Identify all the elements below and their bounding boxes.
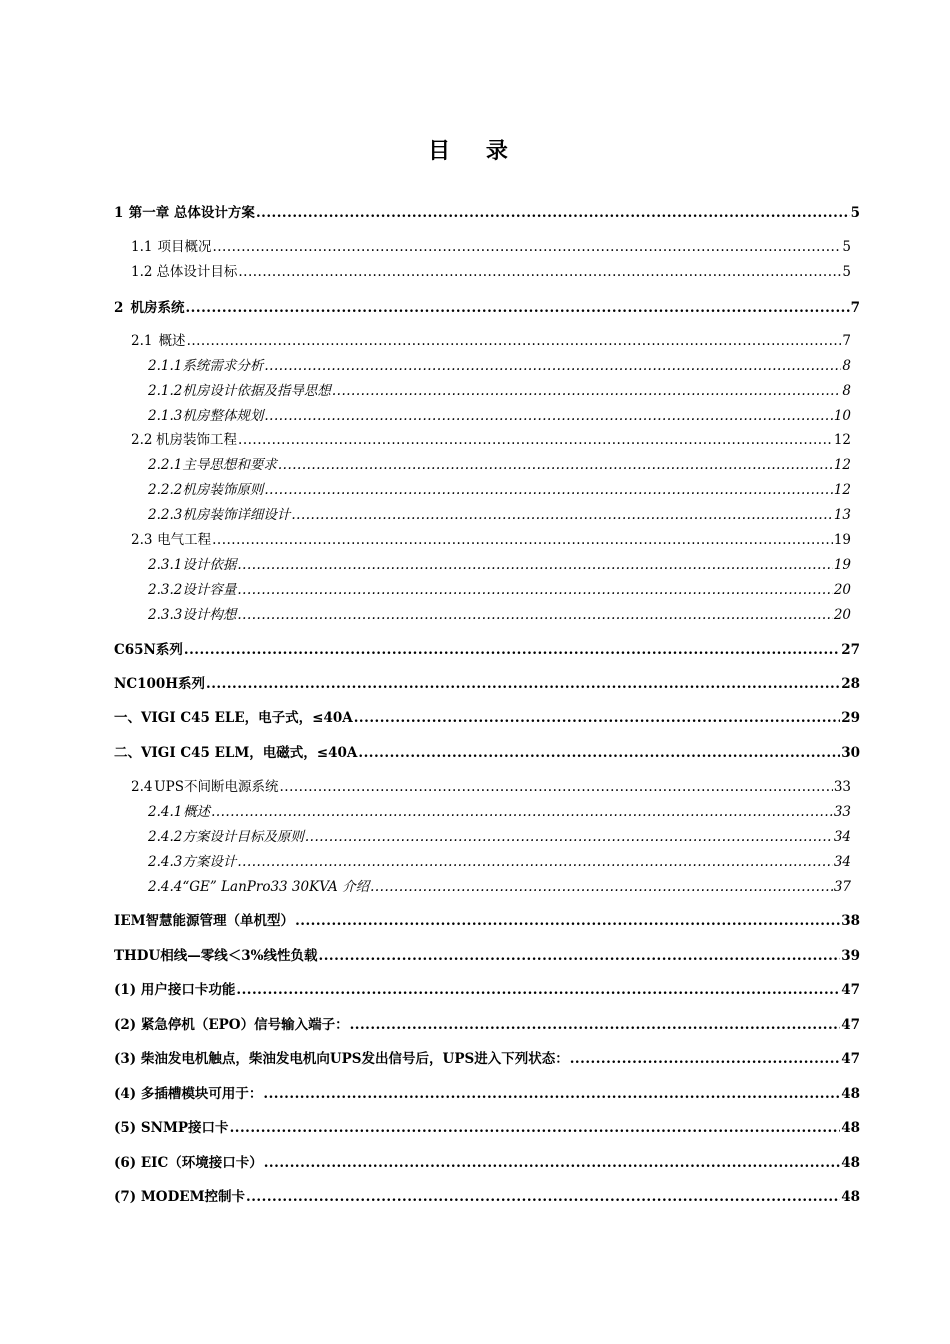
toc-entry[interactable] bbox=[114, 741, 860, 761]
toc-entry-title: (2) 紧急停机（EPO）信号输入端子： bbox=[114, 1017, 349, 1033]
toc-entry[interactable] bbox=[148, 404, 851, 424]
toc-entry[interactable] bbox=[114, 638, 860, 658]
leader-dots bbox=[354, 710, 840, 726]
toc-entry-page: 5 bbox=[850, 205, 860, 221]
toc-entry-page: 10 bbox=[833, 408, 851, 424]
toc-entry-title: 机房装饰详细设计 bbox=[182, 507, 291, 523]
toc-entry-title: 项目概况 bbox=[157, 239, 212, 255]
toc-entry-page: 20 bbox=[833, 607, 851, 623]
toc-entry-page: 5 bbox=[842, 239, 851, 255]
toc-entry-number: 1 bbox=[114, 205, 124, 221]
toc-entry-title: C65N系列 bbox=[114, 642, 183, 658]
toc-entry-number: 2.4.4 bbox=[148, 879, 183, 895]
leader-dots bbox=[291, 507, 832, 523]
toc-entry-title: 方案设计 bbox=[182, 854, 237, 870]
toc-entry-title: IEM智慧能源管理（单机型） bbox=[114, 913, 295, 929]
toc-entry-title: (6) EIC（环境接口卡） bbox=[114, 1155, 263, 1171]
toc-entry-number: 2.2.2 bbox=[148, 482, 183, 498]
toc-entry[interactable] bbox=[114, 1185, 860, 1205]
toc-entry[interactable] bbox=[131, 260, 851, 280]
leader-dots bbox=[237, 854, 832, 870]
toc-entry[interactable] bbox=[148, 354, 851, 374]
toc-entry-page: 12 bbox=[833, 482, 851, 498]
leader-dots bbox=[237, 557, 832, 573]
toc-entry-page: 20 bbox=[833, 582, 851, 598]
toc-entry[interactable] bbox=[148, 553, 851, 573]
toc-entry-number: 2.1.3 bbox=[148, 408, 183, 424]
toc-entry-title: NC100H系列 bbox=[114, 676, 206, 692]
toc-entry-title: 设计容量 bbox=[182, 582, 237, 598]
leader-dots bbox=[236, 982, 840, 998]
leader-dots bbox=[212, 239, 841, 255]
toc-entry-title: 概述 bbox=[158, 333, 186, 349]
toc-entry-title: 总体设计目标 bbox=[156, 264, 238, 280]
leader-dots bbox=[280, 779, 833, 795]
toc-entry[interactable] bbox=[131, 329, 851, 349]
toc-entry[interactable] bbox=[114, 672, 860, 692]
toc-entry[interactable] bbox=[114, 296, 860, 316]
leader-dots bbox=[370, 879, 833, 895]
toc-entry-number: 2.4.3 bbox=[148, 854, 183, 870]
toc-entry-number: 2.3.3 bbox=[148, 607, 183, 623]
leader-dots bbox=[185, 300, 849, 316]
toc-entry[interactable] bbox=[114, 1116, 860, 1136]
toc-entry-number: 2.4 bbox=[131, 779, 153, 795]
toc-entry-page: 33 bbox=[833, 779, 851, 795]
toc-entry-page: 47 bbox=[841, 982, 860, 998]
toc-entry-page: 12 bbox=[833, 457, 851, 473]
leader-dots bbox=[332, 383, 842, 399]
toc-entry-number: 2 bbox=[114, 300, 124, 316]
toc-entry[interactable] bbox=[148, 825, 851, 845]
leader-dots bbox=[264, 358, 841, 374]
leader-dots bbox=[184, 642, 840, 658]
toc-entry-title: 第一章 总体设计方案 bbox=[128, 205, 255, 221]
toc-entry[interactable] bbox=[131, 775, 851, 795]
toc-entry-number: 2.1 bbox=[131, 333, 153, 349]
toc-entry[interactable] bbox=[148, 453, 851, 473]
toc-entry-title: 主导思想和要求 bbox=[182, 457, 277, 473]
toc-entry-number: 2.4.1 bbox=[148, 804, 183, 820]
toc-entry-page: 30 bbox=[841, 745, 860, 761]
toc-entry-title: 概述 bbox=[183, 804, 211, 820]
leader-dots bbox=[237, 607, 832, 623]
toc-entry-title: (3) 柴油发电机触点，柴油发电机向UPS发出信号后，UPS进入下列状态： bbox=[114, 1051, 569, 1067]
leader-dots bbox=[350, 1017, 841, 1033]
toc-entry-title: (1) 用户接口卡功能 bbox=[114, 982, 236, 998]
toc-entry-title: 机房装饰原则 bbox=[182, 482, 264, 498]
toc-entry[interactable] bbox=[114, 1013, 860, 1033]
toc-entry-title: 机房装饰工程 bbox=[156, 432, 238, 448]
toc-entry-page: 19 bbox=[833, 532, 851, 548]
toc-entry[interactable] bbox=[148, 503, 851, 523]
toc-entry-page: 39 bbox=[841, 948, 860, 964]
toc-entry-title: THDU相线—零线＜3%线性负载 bbox=[114, 948, 318, 964]
toc-entry-number: 2.2.1 bbox=[148, 457, 183, 473]
leader-dots bbox=[278, 457, 833, 473]
toc-entry-page: 8 bbox=[842, 358, 851, 374]
toc-entry-page: 5 bbox=[842, 264, 851, 280]
toc-entry-title: UPS不间断电源系统 bbox=[154, 779, 279, 795]
toc-entry-title: 设计依据 bbox=[182, 557, 237, 573]
toc-entry-title: 机房设计依据及指导思想 bbox=[182, 383, 331, 399]
toc-entry-page: 7 bbox=[842, 333, 851, 349]
leader-dots bbox=[256, 205, 850, 221]
toc-entry[interactable] bbox=[114, 201, 860, 221]
toc-entry-page: 48 bbox=[841, 1086, 860, 1102]
leader-dots bbox=[246, 1189, 840, 1205]
leader-dots bbox=[305, 829, 833, 845]
toc-entry[interactable] bbox=[148, 875, 851, 895]
toc-entry-page: 28 bbox=[841, 676, 860, 692]
leader-dots bbox=[319, 948, 841, 964]
toc-entry[interactable] bbox=[131, 235, 851, 255]
toc-entry[interactable] bbox=[114, 1082, 860, 1102]
toc-entry-number: 2.3 bbox=[131, 532, 153, 548]
toc-entry[interactable] bbox=[114, 1047, 860, 1067]
toc-entry-title: 电气工程 bbox=[157, 532, 212, 548]
toc-entry-title: (4) 多插槽模块可用于： bbox=[114, 1086, 263, 1102]
leader-dots bbox=[187, 333, 842, 349]
toc-entry-page: 13 bbox=[833, 507, 851, 523]
toc-entry[interactable] bbox=[114, 1151, 860, 1171]
toc-entry-number: 2.4.2 bbox=[148, 829, 183, 845]
leader-dots bbox=[263, 1086, 840, 1102]
leader-dots bbox=[211, 804, 833, 820]
toc-entry[interactable] bbox=[131, 428, 851, 448]
toc-entry-number: 1.1 bbox=[131, 239, 153, 255]
toc-entry[interactable] bbox=[114, 944, 860, 964]
leader-dots bbox=[264, 408, 832, 424]
toc-entry-page: 33 bbox=[833, 804, 851, 820]
page-title: 目 录 bbox=[428, 138, 522, 164]
toc-entry-number: 2.2.3 bbox=[148, 507, 183, 523]
toc-entry-page: 34 bbox=[833, 854, 851, 870]
toc-entry-title: 二、VIGI C45 ELM，电磁式，≤40A bbox=[114, 745, 358, 761]
toc-entry[interactable] bbox=[114, 706, 860, 726]
leader-dots bbox=[238, 432, 833, 448]
toc-entry-title: (7) MODEM控制卡 bbox=[114, 1189, 246, 1205]
toc-entry-page: 47 bbox=[841, 1051, 860, 1067]
toc-entry-title: 机房系统 bbox=[130, 300, 185, 316]
toc-entry-number: 2.3.2 bbox=[148, 582, 183, 598]
toc-entry-page: 7 bbox=[850, 300, 860, 316]
toc-entry-page: 29 bbox=[841, 710, 860, 726]
toc-entry-title: 一、VIGI C45 ELE，电子式，≤40A bbox=[114, 710, 353, 726]
toc-entry[interactable] bbox=[148, 578, 851, 598]
toc-entry-page: 47 bbox=[841, 1017, 860, 1033]
toc-entry-page: 19 bbox=[833, 557, 851, 573]
leader-dots bbox=[570, 1051, 840, 1067]
toc-entry-title: “GE” LanPro33 30KVA 介绍 bbox=[182, 879, 370, 895]
toc-entry-page: 8 bbox=[842, 383, 851, 399]
toc-entry[interactable] bbox=[114, 909, 860, 929]
toc-entry-number: 2.3.1 bbox=[148, 557, 183, 573]
toc-entry-page: 12 bbox=[833, 432, 851, 448]
toc-entry-title: 方案设计目标及原则 bbox=[182, 829, 304, 845]
toc-entry-number: 1.2 bbox=[131, 264, 153, 280]
toc-entry-page: 48 bbox=[841, 1155, 860, 1171]
toc-entry[interactable] bbox=[131, 528, 851, 548]
leader-dots bbox=[295, 913, 840, 929]
toc-entry-title: 系统需求分析 bbox=[182, 358, 264, 374]
toc-entry-title: 设计构想 bbox=[182, 607, 237, 623]
toc-entry-page: 27 bbox=[841, 642, 860, 658]
toc-entry[interactable] bbox=[148, 800, 851, 820]
toc-entry[interactable] bbox=[148, 478, 851, 498]
toc-entry-title: (5) SNMP接口卡 bbox=[114, 1120, 229, 1136]
toc-entry-title: 机房整体规划 bbox=[182, 408, 264, 424]
leader-dots bbox=[206, 676, 840, 692]
toc-entry[interactable] bbox=[114, 978, 860, 998]
leader-dots bbox=[237, 582, 832, 598]
toc-entry-page: 37 bbox=[833, 879, 851, 895]
toc-entry-page: 34 bbox=[833, 829, 851, 845]
leader-dots bbox=[264, 1155, 840, 1171]
toc-entry-page: 38 bbox=[841, 913, 860, 929]
toc-entry[interactable] bbox=[148, 603, 851, 623]
toc-entry-page: 48 bbox=[841, 1120, 860, 1136]
toc-entry[interactable] bbox=[148, 850, 851, 870]
leader-dots bbox=[212, 532, 833, 548]
toc-entry-number: 2.2 bbox=[131, 432, 153, 448]
leader-dots bbox=[264, 482, 832, 498]
toc-entry-number: 2.1.1 bbox=[148, 358, 183, 374]
leader-dots bbox=[230, 1120, 841, 1136]
toc-entry-number: 2.1.2 bbox=[148, 383, 183, 399]
leader-dots bbox=[358, 745, 840, 761]
leader-dots bbox=[238, 264, 841, 280]
toc-entry[interactable] bbox=[148, 379, 851, 399]
toc-entry-page: 48 bbox=[841, 1189, 860, 1205]
